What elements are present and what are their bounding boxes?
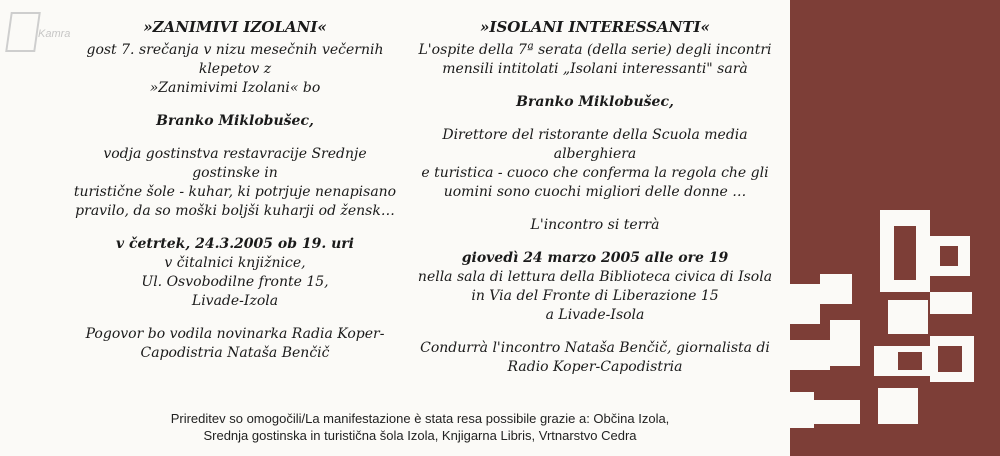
italian-desc-line-3: uomini sono cuochi migliori delle donne …	[443, 184, 747, 200]
italian-place-line-1: nella sala di lettura della Biblioteca civica di Isola	[417, 269, 773, 285]
italian-desc-line-2: e turistica - cuoco che conferma la regola che gli	[421, 165, 769, 181]
italian-held-text: L'incontro si terrà	[530, 217, 660, 233]
slovene-moderator-line-1: Pogovor bo vodila novinarka Radia Koper-	[85, 326, 385, 342]
slovene-date: v četrtek, 24.3.2005 ob 19. uri	[115, 236, 355, 252]
library-logo-icon	[790, 0, 1000, 456]
italian-moderator-line-1: Condurrà l'incontro Nataša Benčič, giornalista di	[420, 340, 770, 356]
footer-line-1: Prireditev so omogočili/La manifestazione è stata resa possibile grazie a: Občina Izola,	[170, 411, 670, 426]
slovene-place-line-2: Ul. Osvobodilne fronte 15,	[141, 274, 329, 290]
slovene-place-line-1: v čitalnici knjižnice,	[164, 255, 306, 271]
slovene-desc-line-3: pravilo, da so moški boljši kuharji od žensk…	[75, 203, 395, 219]
italian-place-line-2: in Via del Fronte di Liberazione 15	[471, 288, 719, 304]
footer-line-2: Srednja gostinska in turistična šola Izola, Knjigarna Libris, Vrtnarstvo Cedra	[203, 428, 637, 443]
italian-desc-line-1: Direttore del ristorante della Scuola media alberghiera	[442, 127, 748, 162]
slovene-place-line-3: Livade-Izola	[191, 293, 279, 309]
italian-intro-line-2: mensili intitolati „Isolani interessanti" sarà	[442, 61, 748, 77]
italian-title: »ISOLANI INTERESSANTI«	[480, 18, 710, 36]
slovene-column	[70, 18, 400, 363]
italian-moderator-line-2: Radio Koper-Capodistria	[507, 359, 683, 375]
italian-column	[405, 18, 785, 377]
watermark-text: Kamra	[38, 28, 71, 40]
slovene-desc-line-1: vodja gostinstva restavracije Srednje gostinske in	[103, 146, 367, 181]
slovene-desc-line-2: turistične šole - kuhar, ki potrjuje nenapisano	[73, 184, 397, 200]
slovene-intro-line-1: gost 7. srečanja v nizu mesečnih večernih klepetov z	[86, 42, 384, 77]
stamp-frame-icon	[5, 12, 41, 52]
italian-guest-name: Branko Miklobušec,	[516, 94, 674, 110]
italian-place-line-3: a Livade-Isola	[545, 307, 645, 323]
italian-date: giovedì 24 marzo 2005 alle ore 19	[461, 250, 729, 266]
slovene-intro-line-2: »Zanimivimi Izolani« bo	[149, 80, 321, 96]
italian-intro-line-1: L'ospite della 7ª serata (della serie) degli incontri	[418, 42, 772, 58]
slovene-title: »ZANIMIVI IZOLANI«	[143, 18, 327, 36]
slovene-moderator-line-2: Capodistria Nataša Benčič	[140, 345, 330, 361]
sponsors-footer	[60, 410, 780, 444]
slovene-guest-name: Branko Miklobušec,	[156, 113, 314, 129]
